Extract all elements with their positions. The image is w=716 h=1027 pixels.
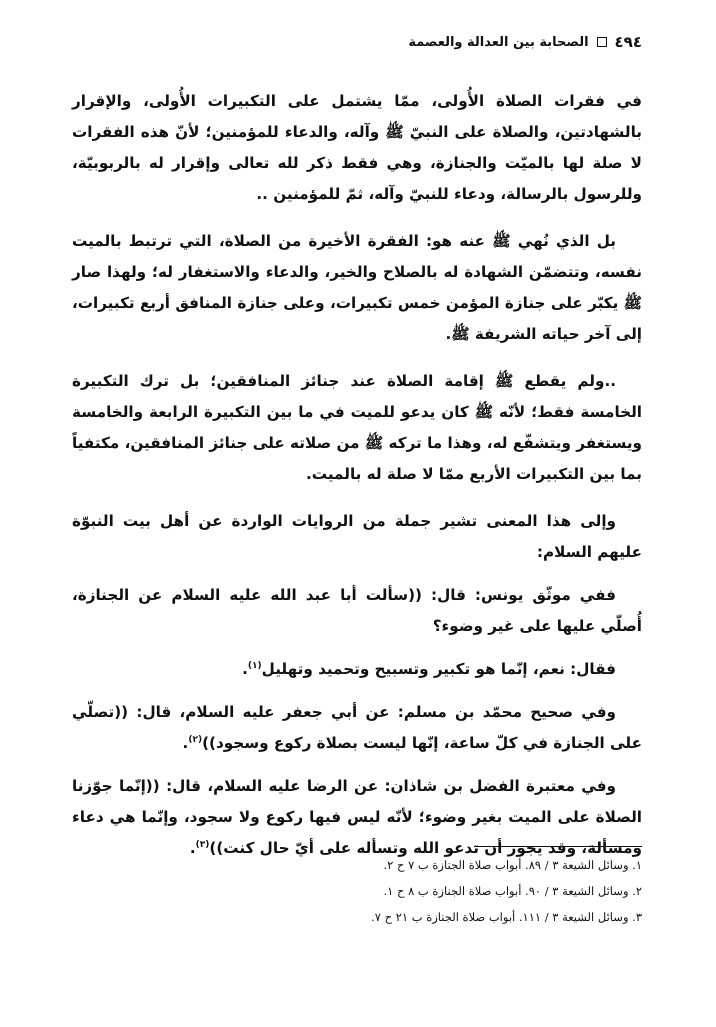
- paragraph-7: [72, 697, 642, 759]
- header-square-ornament: [597, 37, 607, 47]
- footnote-separator: [474, 846, 642, 847]
- main-text: [72, 86, 642, 876]
- footnote-3: ٣. وسائل الشيعة ٣ / ١١١. أبواب صلاة الجنازة ب ٢١ ح ٧.: [371, 910, 642, 924]
- paragraph-6: [72, 654, 642, 685]
- paragraph-1: في فقرات الصلاة الأُولى، ممّا يشتمل على التكبيرات الأُولى، والإقرار بالشهادتين، والصلاة على النبيّ ﷺ وآله، والدعاء للمؤمنين؛ لأنّ هذه الفقرات لا صلة لها بالميّت والجنازة، وهي فقط ذكر لله تعالى وإقرار له بالربوبيّة، وللرسول بالرسالة، ودعاء للنبيّ وآله، ثمّ للمؤمنين ..: [72, 92, 642, 203]
- footnote-marker-2[interactable]: (٢): [188, 734, 203, 745]
- paragraph-3: ..ولم يقطع ﷺ إقامة الصلاة عند جنائز المنافقين؛ بل ترك التكبيرة الخامسة فقط؛ لأنّه ﷺ كان يدعو للميت في ما بين التكبيرة الرابعة والخامسة ويستغفر ويتشفّع له، وهذا ما تركه ﷺ من صلاته على جنائز المنافقين، مكتفياً بما بين التكبيرات الأربع ممّا لا صلة له بالميت.: [72, 372, 642, 483]
- paragraph-6-text: فقال: نعم، إنّما هو تكبير وتسبيح وتحميد وتهليل: [261, 660, 616, 678]
- footnote-1: ١. وسائل الشيعة ٣ / ٨٩. أبواب صلاة الجنازة ب ٧ ح ٢.: [383, 858, 642, 872]
- footnote-marker-1[interactable]: (١): [247, 660, 262, 671]
- paragraph-5: ففي موثّق يونس: قال: ((سألت أبا عبد الله عليه السلام عن الجنازة، أُصلّي عليها على غير وضوء؟: [72, 586, 642, 635]
- footnotes: [74, 852, 642, 930]
- running-header: [74, 30, 642, 54]
- paragraph-4: وإلى هذا المعنى تشير جملة من الروايات الواردة عن أهل بيت النبوّة عليهم السلام:: [72, 512, 642, 561]
- paragraph-8: [72, 771, 642, 864]
- paragraph-7-tail: .: [182, 734, 189, 752]
- footnote-2: ٢. وسائل الشيعة ٣ / ٩٠. أبواب صلاة الجنازة ب ٨ ح ١.: [383, 884, 642, 898]
- paragraph-8-text: وفي معتبرة الفضل بن شاذان: عن الرضا عليه السلام، قال: ((إنّما جوّزنا الصلاة على الميت بغير وضوء؛ لأنّه ليس فيها ركوع ولا سجود، وإنّما هي دعاء ومسألة، وقد يجوز أن تدعو الله وتسأله على أيّ حال كنت)): [72, 777, 642, 857]
- paragraph-2: بل الذي نُهي ﷺ عنه هو: الفقرة الأخيرة من الصلاة، التي ترتبط بالميت نفسه، وتتضمّن الشهادة له بالصلاح والخير، والدعاء والاستغفار له؛ ولهذا صار ﷺ يكبّر على جنازة المؤمن خمس تكبيرات، وعلى جنازة المنافق أربع تكبيرات، إلى آخر حياته الشريفة ﷺ.: [72, 232, 642, 343]
- page-number: ٤٩٤: [614, 33, 642, 51]
- paragraph-7-text: وفي صحيح محمّد بن مسلم: عن أبي جعفر عليه السلام، قال: ((تصلّي على الجنازة في كلّ ساعة، إنّها ليست بصلاة ركوع وسجود)): [72, 703, 642, 752]
- paragraph-6-tail: .: [242, 660, 248, 678]
- footnote-marker-3[interactable]: (٣): [195, 839, 210, 850]
- running-title: الصحابة بين العدالة والعصمة: [408, 34, 589, 50]
- paragraph-8-tail: .: [189, 839, 196, 857]
